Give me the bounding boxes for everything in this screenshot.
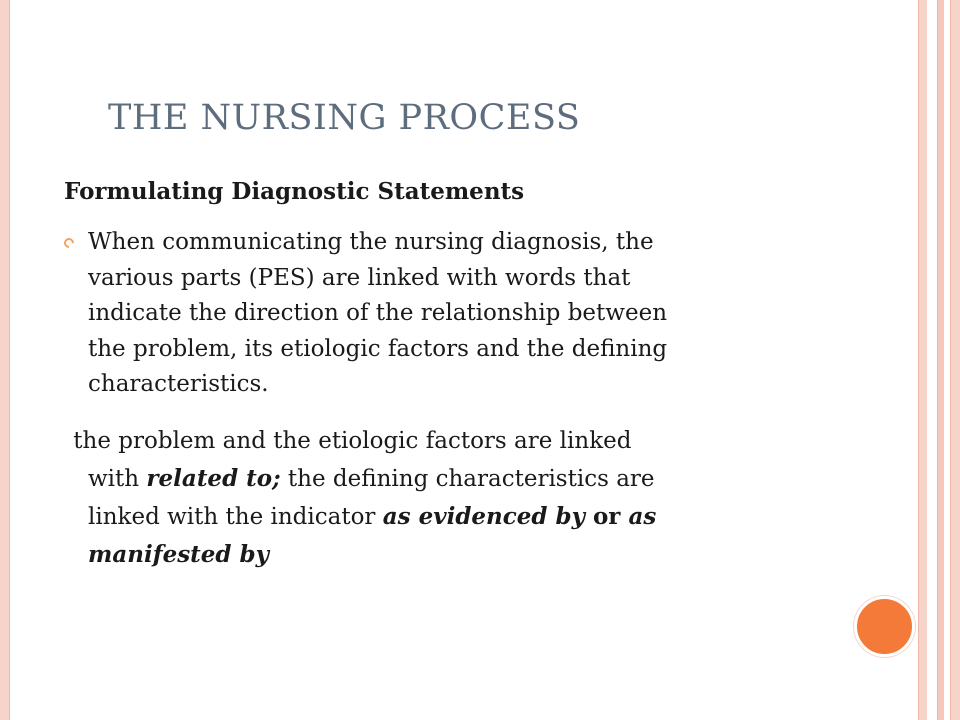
slide-title: THE NURSING PROCESS — [108, 98, 581, 138]
bullet-line: various parts (PES) are linked with words that — [88, 264, 631, 291]
text-run: the defining characteristics are — [280, 466, 655, 492]
text-run-or: or — [584, 503, 629, 530]
emphasis-manifested-by: manifested by — [88, 541, 269, 568]
slide-subtitle: Formulating Diagnostic Statements — [64, 178, 525, 205]
linking-paragraph — [66, 423, 826, 574]
paragraph-line — [66, 498, 826, 536]
bullet-line: When communicating the nursing diagnosis, the — [88, 229, 654, 255]
text-run: with — [88, 466, 147, 492]
bullet-line: indicate the direction of the relationship between — [88, 300, 668, 326]
bullet-text — [88, 225, 822, 403]
emphasis-as: as — [628, 503, 657, 530]
bullet-item — [62, 225, 822, 403]
text-run: linked with the indicator — [88, 504, 383, 530]
bullet-icon — [62, 236, 76, 250]
emphasis-as-evidenced-by: as evidenced by — [382, 503, 585, 530]
right-stripe — [950, 0, 960, 720]
paragraph-line — [66, 460, 826, 498]
right-stripe-gap — [927, 0, 937, 720]
paragraph-line: the problem and the etiologic factors are linked — [66, 428, 632, 454]
left-border — [0, 0, 10, 720]
bullet-line: the problem, its etiologic factors and the defining — [88, 335, 668, 362]
decorative-circle — [854, 596, 915, 657]
bullet-line: characteristics. — [88, 371, 269, 397]
emphasis-related-to: related to; — [146, 465, 281, 492]
paragraph-line — [66, 536, 826, 574]
